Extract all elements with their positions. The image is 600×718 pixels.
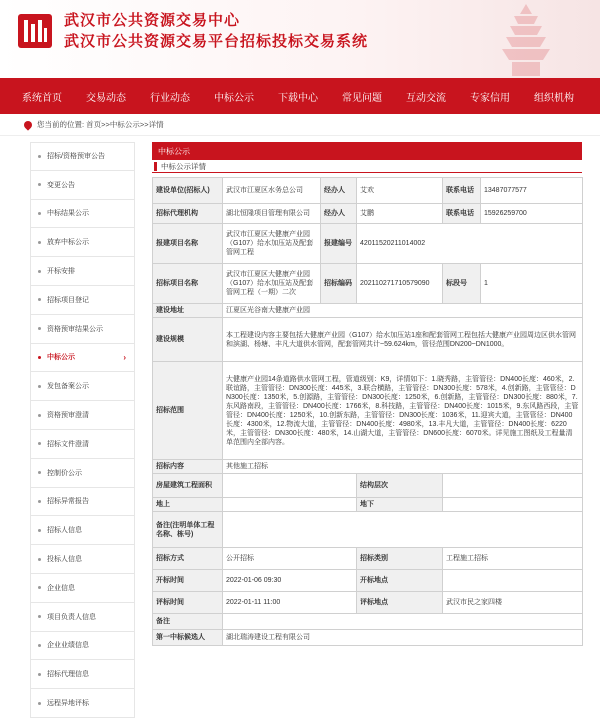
bullet-icon — [38, 529, 41, 532]
table-row: 建设规模 本工程建设内容主要包括大健康产业园（G107）给水加压站1座和配套管网工程包括大健康产业园周边区供水管网和滨湖、杨塘、丰凡大道供水管网，配套管网共计~59.624km，管径范围DN200~DN1000。 — [153, 318, 583, 362]
breadcrumb — [0, 114, 600, 136]
bullet-icon — [38, 586, 41, 589]
nav-award-notice[interactable]: 中标公示 — [214, 92, 254, 104]
location-pin-icon — [22, 119, 33, 130]
table-row: 地上 地下 — [153, 498, 583, 512]
sidebar-item-bidder-info[interactable]: 投标人信息 — [30, 545, 135, 574]
detail-panel — [152, 142, 582, 646]
bullet-icon — [38, 500, 41, 503]
table-row: 招标方式 公开招标 招标类别 工程施工招标 — [153, 548, 583, 570]
sidebar-item-award-result[interactable]: 中标结果公示 — [30, 200, 135, 229]
sidebar-item-control-price[interactable]: 控制价公示 — [30, 459, 135, 488]
bullet-icon — [38, 270, 41, 273]
table-row: 建设单位(招标人) 武汉市江夏区水务总公司 经办人 艾欢 联系电话 13487077577 — [153, 178, 583, 204]
detail-table — [152, 177, 583, 646]
bullet-icon — [38, 183, 41, 186]
nav-expert-credit[interactable]: 专家信用 — [470, 92, 510, 104]
table-row: 评标时间 2022-01-11 11:00 评标地点 武汉市民之家四楼 — [153, 592, 583, 614]
table-row: 招标代理机构 湖北恒隆项目管理有限公司 经办人 艾鹏 联系电话 15926259700 — [153, 204, 583, 224]
sidebar-item-prequal-clarify[interactable]: 资格预审澄清 — [30, 401, 135, 430]
bullet-icon — [38, 442, 41, 445]
bullet-icon — [38, 644, 41, 647]
sidebar-item-registration[interactable]: 招标项目登记 — [30, 286, 135, 315]
table-row: 备注(注明单体工程名称、栋号) — [153, 512, 583, 548]
sidebar-item-manager-info[interactable]: 项目负责人信息 — [30, 603, 135, 632]
pagoda-icon — [486, 2, 566, 76]
sidebar-item-tenderer-info[interactable]: 招标人信息 — [30, 516, 135, 545]
bullet-icon — [38, 356, 41, 359]
table-row: 建设地址 江夏区光谷南大健康产业园 — [153, 304, 583, 318]
nav-home[interactable]: 系统首页 — [22, 92, 62, 104]
sidebar-item-award-notice[interactable]: 中标公示 › — [30, 344, 135, 373]
site-title: 武汉市公共资源交易中心 — [64, 12, 241, 29]
bullet-icon — [38, 414, 41, 417]
sidebar-item-opening[interactable]: 开标安排 — [30, 257, 135, 286]
detail-subtitle: 中标公示详情 — [152, 160, 582, 173]
sidebar — [30, 142, 135, 718]
table-row: 房屋建筑工程面积 结构层次 — [153, 474, 583, 498]
section-header: 中标公示 — [152, 142, 582, 160]
chevron-right-icon: › — [123, 352, 126, 362]
table-row: 开标时间 2022-01-06 09:30 开标地点 — [153, 570, 583, 592]
sidebar-item-change-notice[interactable]: 变更公告 — [30, 171, 135, 200]
sidebar-item-tender-notice[interactable]: 招标/资格预审公告 — [30, 142, 135, 171]
sidebar-item-anomaly-report[interactable]: 招标异常报告 — [30, 488, 135, 517]
nav-interaction[interactable]: 互动交流 — [406, 92, 446, 104]
bullet-icon — [38, 212, 41, 215]
sidebar-item-agency-info[interactable]: 招标代理信息 — [30, 660, 135, 689]
bullet-icon — [38, 702, 41, 705]
nav-organization[interactable]: 组织机构 — [534, 92, 574, 104]
nav-download[interactable]: 下载中心 — [278, 92, 318, 104]
sidebar-item-contract-filing[interactable]: 发包备案公示 — [30, 372, 135, 401]
bullet-icon — [38, 241, 41, 244]
nav-industry-news[interactable]: 行业动态 — [150, 92, 190, 104]
bullet-icon — [38, 471, 41, 474]
breadcrumb-text[interactable]: 您当前的位置: 首页>>中标公示>>详情 — [37, 120, 164, 129]
sidebar-item-doc-clarify[interactable]: 招标文件澄清 — [30, 430, 135, 459]
sidebar-item-prequal-result[interactable]: 资格预审结果公示 — [30, 315, 135, 344]
site-logo-icon[interactable] — [18, 14, 52, 48]
table-row: 招标内容 其他施工招标 — [153, 460, 583, 474]
site-header — [0, 0, 600, 78]
main-nav — [0, 78, 600, 114]
nav-trade-news[interactable]: 交易动态 — [86, 92, 126, 104]
nav-faq[interactable]: 常见问题 — [342, 92, 382, 104]
bullet-icon — [38, 155, 41, 158]
table-row: 第一中标候选人 湖北瑞涛建设工程有限公司 — [153, 630, 583, 646]
sidebar-item-company-info[interactable]: 企业信息 — [30, 574, 135, 603]
bullet-icon — [38, 673, 41, 676]
bullet-icon — [38, 385, 41, 388]
bullet-icon — [38, 298, 41, 301]
table-row: 招标项目名称 武汉市江夏区大健康产业园（G107）给水加压站及配套管网工程（一期）二次 招标编码 20211027171057909​0 标段号 1 — [153, 264, 583, 304]
table-row: 招标范围 大健康产业园14条道路供水管网工程，管道级别：K9，详情如下：1.晓秀路，主管管径：DN400长度：460米，2.联谊路，主管管径：DN300长度：445米，3.联合横路，主管管径：DN300长度：578米，4.创新路，主管管径：DN300长度：1350米，5.创源路，主管管径：DN300长度：1250米，6.创新路，主管管径：DN300长度：880米，7.东风路南段，主管管径：DN400长度：1766米，8.科技路，主管管径：DN400长度：1015米，9.东风路西段，主管管径：DN400长度：1250米，10.创新东路，主管管径：DN300长度：1036米，11.迎宾大道，主管管径：DN400长度：4300米，12.物流大道，主管管径：DN400长度：4980米，13.丰凡大道，主管管径：DN400长度：6220米，主管管径：DN300长度：480米，14.山湖大道，主管管径：DN600长度：6070米。详见施工图纸及工程量清单范围内全部内容。 — [153, 362, 583, 460]
sidebar-item-remote-eval[interactable]: 远程异地评标 — [30, 689, 135, 718]
site-subtitle: 武汉市公共资源交易平台招标投标交易系统 — [64, 33, 369, 50]
sidebar-item-abandon[interactable]: 放弃中标公示 — [30, 228, 135, 257]
bullet-icon — [38, 327, 41, 330]
table-row: 报建项目名称 武汉市江夏区大健康产业园（G107）给水加压站及配套管网工程 报建编号 42011520211014002 — [153, 224, 583, 264]
table-row: 备注 — [153, 614, 583, 630]
sidebar-item-performance[interactable]: 企业业绩信息 — [30, 632, 135, 661]
bullet-icon — [38, 558, 41, 561]
accent-bar-icon — [154, 162, 157, 171]
bullet-icon — [38, 615, 41, 618]
